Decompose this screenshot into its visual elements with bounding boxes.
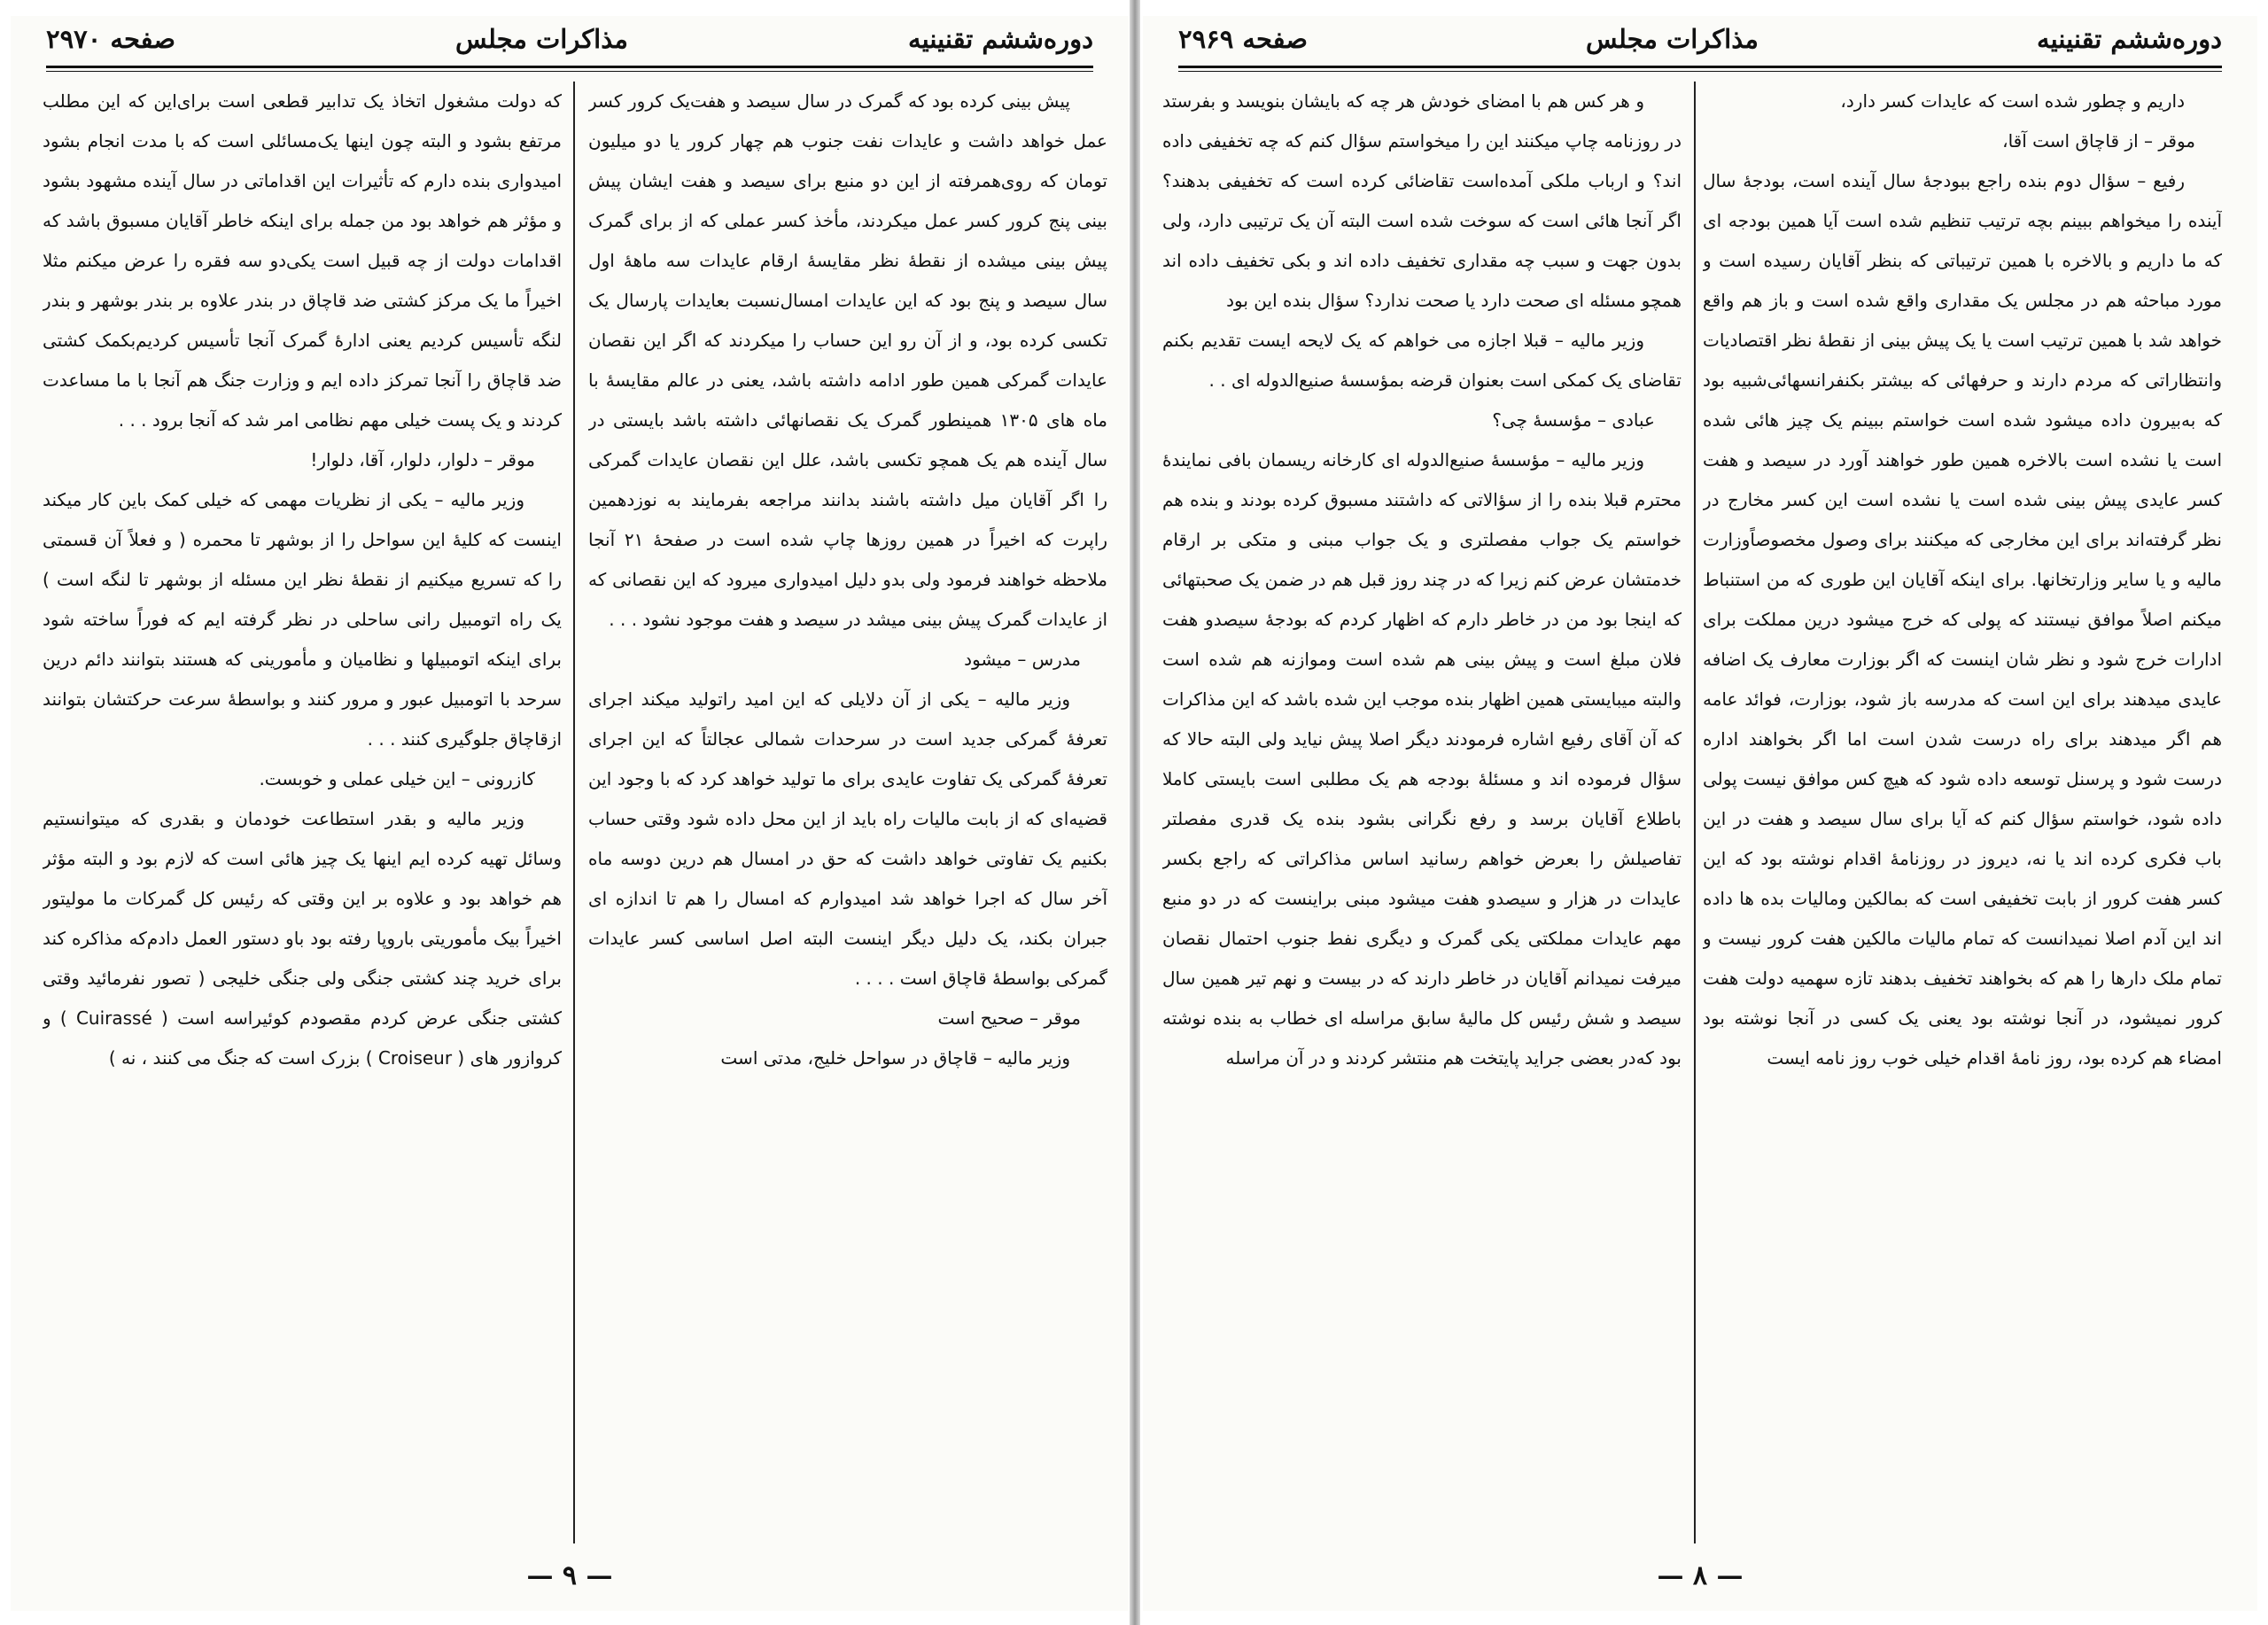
- header-rule: [1178, 66, 2222, 72]
- book-gutter: [1130, 0, 1140, 1625]
- column-divider: [1694, 82, 1696, 1543]
- text-column-right: [1703, 82, 2222, 1543]
- paragraph: مدرس – میشود: [964, 649, 1081, 670]
- column-divider: [573, 82, 575, 1543]
- paragraph: وزیر مالیه – قبلا اجازه می خواهم که یک لایحه ایست تقدیم بکنم تقاضای یک کمکی است بعنوان قرضه بمؤسسهٔ صنیع‌الدوله ای . .: [1162, 330, 1682, 391]
- page-footer-number: — ۸ —: [1657, 1560, 1744, 1591]
- page-number-label: صفحه ۲۹۶۹: [1178, 24, 1308, 54]
- paragraph: و هر کس هم با امضای خودش هر چه که بایشان بنویسد و بفرستد در روزنامه چاپ میکنند این را میخواستم سؤال کنم که چه تخفیفی داده اند؟ و ارباب ملکی آمده‌است تقاضائی کرده است که تخفیفی بدهند؟ اگر آنجا هائی است که سوخت شده است البته آن یک ترتیبی دارد، ولی بدون جهت و سبب چه مقداری تخفیف داده اند و بکی تخفیف داده اند همچو مسئله ای صحت دارد یا صحت ندارد؟ سؤال بنده این بود: [1162, 90, 1682, 311]
- page-footer-number: — ۹ —: [526, 1560, 613, 1591]
- right-page-header: [1178, 19, 2222, 58]
- paragraph: که دولت مشغول اتخاذ یک تدابیر قطعی است برای‌این که این مطلب مرتفع بشود و البته چون اینها یک‌مسائلی است که با مدت انجام بشود امیدواری بنده دارم که تأثیرات این اقداماتی در سال آینده مشهود بشود و مؤثر هم خواهد بود من جمله برای اینکه خاطر آقایان مسبوق باشد که اقدامات دولت از چه قبیل است یکی‌دو سه فقره را عرض میکنم مثلا اخیراً ما یک مرکز کشتی ضد قاچاق در بندر علاوه بر بندر بوشهر و بندر لنگه تأسیس کردیم یعنی ادارهٔ گمرک آنجا تأسیس کردیم‌بکمک کشتی ضد قاچاق را آنجا تمرکز داده ایم و وزارت جنگ هم آنجا با ما مساعدت کردند و یک پست خیلی مهم نظامی امر شد که آنجا برود . . .: [43, 90, 562, 431]
- page-number-label: صفحه ۲۹۷۰: [46, 24, 175, 54]
- paragraph: موقر – دلوار، دلوار، آقا، دلوار!: [310, 449, 535, 470]
- paragraph: پیش بینی کرده بود که گمرک در سال سیصد و هفت‌یک کرور کسر عمل خواهد داشت و عایدات نفت جنوب هم چهار کرور یا دو میلیون تومان که روی‌همرفته از این دو منبع برای سیصد و هفت ایشان پیش بینی پنج کرور کسر عمل میکردند، مأخذ کسر عملی که از برای گمرک پیش بینی میشده از نقطهٔ نظر مقایسهٔ ارقام عایدات سه ماههٔ اول سال سیصد و پنج بود که این عایدات امسال‌نسبت بعایدات پارسال یک تکسی کرده بود، و از آن رو این حساب را میکردند که اگر این نقصان عایدات گمرکی همین طور ادامه داشته باشد، یعنی در عالم مقایسهٔ با ماه های ۱۳۰۵ همینطور گمرک یک نقصانهائی داشته باشد بایستی در سال آینده هم یک همچو تکسی باشد، علل این نقصان عایدات گمرکی را اگر آقایان میل داشته باشند بدانند مراجعه بفرمایند به نوزدهمین راپرت که اخیراً در همین روزها چاپ شده است در صفحهٔ ۲۱ آنجا ملاحظه خواهند فرمود ولی بدو دلیل امیدواری میرود که این نقصانی که از عایدات گمرک پیش بینی میشد در سیصد و هفت موجود نشود . . .: [588, 90, 1107, 630]
- right-page: [1143, 16, 2257, 1611]
- running-title: مذاکرات مجلس: [1586, 24, 1759, 54]
- paragraph: موقر – از قاچاق است آقا،: [2002, 130, 2195, 152]
- paragraph: وزیر مالیه – مؤسسهٔ صنیع‌الدوله ای کارخانه ریسمان بافی نمایندهٔ محترم قبلا بنده را از سؤالاتی که داشتند مسبوق کرده بودند و بنده هم خواستم یک جواب مفصلتری و یک جواب مبنی و متکی بر ارقام خدمتشان عرض کنم زیرا که در چند روز قبل هم در ضمن یک صحبتهائی که اینجا بود من در خاطر دارم که اظهار کردم که بودجهٔ سیصدو هفت فلان مبلغ است و پیش بینی هم شده است وموازنه هم شده است والبته میبایستی همین اظهار بنده موجب این شده باشد که این مذاکرات که آن آقای رفیع اشاره فرمودند دیگر اصلا پیش نیاید ولی البته حالا که سؤال فرموده اند و مسئلهٔ بودجه هم یک مطلبی است بایستی کاملا باطلاع آقایان برسد و رفع نگرانی بشود بنده یک قدری مفصلتر تفاصیلش را بعرض خواهم رسانید اساس مذاکراتی که راجع بکسر عایدات در هزار و سیصدو هفت میشود مبنی براینست که در دو منبع مهم عایدات مملکتی یکی گمرک و دیگری نفط جنوب احتمال نقصان میرفت نمیدانم آقایان در خاطر دارند که در بیست و نهم تیر همین سال سیصد و شش رئیس کل مالیهٔ سابق مراسله ای خطاب به بنده نوشته بود که‌در بعضی جراید پایتخت هم منتشر کردند و در آن مراسله: [1162, 449, 1682, 1069]
- paragraph: عبادی – مؤسسهٔ چی؟: [1492, 409, 1655, 431]
- left-page: [11, 16, 1129, 1611]
- session-label: دوره‌ششم تقنینیه: [908, 24, 1093, 54]
- text-column-left: [43, 82, 562, 1543]
- session-label: دوره‌ششم تقنینیه: [2037, 24, 2222, 54]
- paragraph: وزیر مالیه – یکی از نظریات مهمی که خیلی کمک باین کار میکند اینست که کلیهٔ این سواحل را از بوشهر تا محمره ( و فعلاً آن قسمتی را که تسریع میکنیم از نقطهٔ نظر این مسئله از بوشهر تا لنگه است ) یک راه اتومبیل رانی ساحلی در نظر گرفته ایم که فوراً ساخته شود برای اینکه اتومبیلها و نظامیان و مأمورینی که هستند بتوانند دائم درین سرحد با اتومبیل عبور و مرور کنند و بواسطهٔ سرعت حرکتشان بتوانند ازقاچاق جلوگیری کنند . . .: [43, 489, 562, 750]
- header-rule: [46, 66, 1093, 72]
- paragraph: کازرونی – این خیلی عملی و خوبست.: [259, 768, 535, 789]
- paragraph: وزیر مالیه و بقدر استطاعت خودمان و بقدری که میتوانستیم وسائل تهیه کرده ایم اینها یک چیز هائی است که لازم بود و البته مؤثر هم خواهد بود و علاوه بر این وقتی که رئیس کل گمرکات ما مولیتور اخیراً بیک مأموریتی باروپا رفته بود باو دستور العمل دادم‌که مذاکره کند برای خرید چند کشتی جنگی ولی جنگی خلیجی ( تصور نفرمائید وقتی کشتی جنگی عرض کردم مقصودم کوئیراسه است ( Cuirassé ) و کروازور های ( Croiseur ) بزرک است که جنگ می کنند ، نه ): [43, 808, 562, 1069]
- paragraph: وزیر مالیه – قاچاق در سواحل خلیج، مدتی است: [720, 1047, 1070, 1069]
- paragraph: داریم و چطور شده است که عایدات کسر دارد،: [1840, 90, 2185, 112]
- text-column-left: [1162, 82, 1682, 1543]
- paragraph: وزیر مالیه – یکی از آن دلایلی که این امید راتولید میکند اجرای تعرفهٔ گمرکی جدید است در سرحدات شمالی عجالتاً که این اجرای تعرفهٔ گمرکی یک تفاوت عایدی برای ما تولید خواهد کرد که با وجود این قضیه‌ای که از بابت مالیات راه باید از این محل داده شود وقتی حساب بکنیم یک تفاوتی خواهد داشت که حق در امسال هم درین دوسه ماه آخر سال که اجرا خواهد شد امیدوارم که امسال را هم تا اندازه ای جبران بکند، یک دلیل دیگر اینست البته اصل اساسی کسر عایدات گمرکی بواسطهٔ قاچاق است . . . .: [588, 688, 1107, 989]
- paragraph: رفیع – سؤال دوم بنده راجع ببودجهٔ سال آینده است، بودجهٔ سال آینده را میخواهم ببینم بچه ترتیب تنظیم شده است آیا همین بودجه ای که ما داریم و بالاخره با همین ترتیباتی که بنظر آقایان رسیده است و مورد مباحثه هم در مجلس یک مقداری واقع شده است و باز هم واقع خواهد شد با همین ترتیب است یا یک پیش بینی از نقطهٔ نظر اقتصادیات وانتظاراتی که مردم دارند و حرفهائی که بیشتر بکنفرانسهائی‌شبیه بود که به‌بیرون داده میشود شده است خواستم ببینم یک چیز هائی شده است یا نشده است بالاخره همین طور خواهند آورد در سیصد و هفت کسر عایدی پیش بینی شده است یا نشده است این کسر مخارج در نظر گرفته‌اند برای این مخارجی که میکنند برای وصول مخصوصاً‌وزارت مالیه و یا سایر وزارتخانها. برای اینکه آقایان این طوری که من استنباط میکنم اصلاً موافق نیستند که پولی که خرج میشود درین مملکت برای ادارات خرج شود و نظر شان اینست که اگر بوزارت معارف یک اضافه عایدی میدهند برای این است که مدرسه باز شود، بوزارت، فوائد عامه هم اگر میدهند برای راه درست شدن است اما اگر بخواهند اداره درست شود و پرسنل توسعه داده شود که هیچ کس موافق نیست پولی داده شود، خواستم سؤال کنم که آیا برای سال سیصد و هفت در این باب فکری کرده اند یا نه، دیروز در روزنامهٔ اقدام نوشته بود که این کسر هفت کرور از بابت تخفیفی است که بمالکین ومالیات بده ها داده اند این آدم اصلا نمیدانست که تمام مالیات مالکین هفت کرور نیست و تمام ملک دارها را هم که بخواهند تخفیف بدهند تازه سهمیه دولت هفت کرور نمیشود، در آنجا نوشته بود یعنی یک کسی در آنجا نوشته بود امضاء هم کرده بود، روز نامهٔ اقدام خیلی خوب روز نامه ایست: [1703, 170, 2222, 1069]
- left-page-header: [46, 19, 1093, 58]
- running-title: مذاکرات مجلس: [455, 24, 628, 54]
- text-column-right: [588, 82, 1107, 1543]
- paragraph: موقر – صحیح است: [937, 1007, 1081, 1029]
